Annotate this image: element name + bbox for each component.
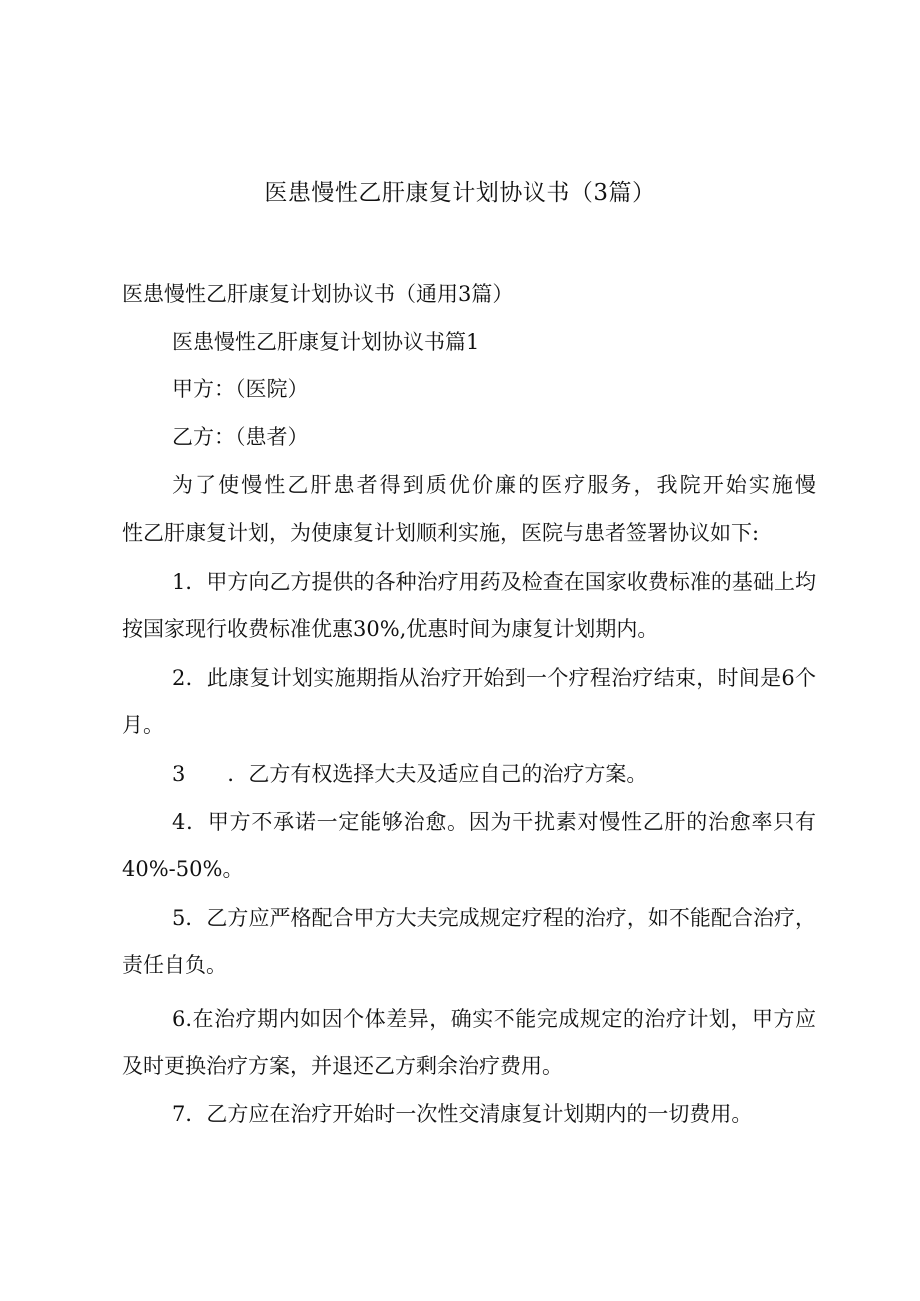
clause-7: 7．乙方应在治疗开始时一次性交清康复计划期内的一切费用。 bbox=[172, 1102, 753, 1126]
document-subtitle: 医患慢性乙肝康复计划协议书（通用3篇） bbox=[122, 282, 514, 306]
clause-2: 2．此康复计划实施期指从治疗开始到一个疗程治疗结束，时间是6个月。 bbox=[122, 666, 816, 737]
party-a: 甲方：（医院） bbox=[172, 377, 309, 401]
intro-line-2: 性乙肝康复计划，为使康复计划顺利实施，医院与患者签署协议如下: bbox=[122, 521, 760, 545]
clause-1: 1．甲方向乙方提供的各种治疗用药及检查在国家收费标准的基础上均按国家现行收费标准优惠30%,优惠时间为康复计划期内。 bbox=[122, 570, 816, 641]
document-title: 医患慢性乙肝康复计划协议书（3篇） bbox=[264, 180, 656, 206]
clause-3: 3 ．乙方有权选择大夫及适应自己的治疗方案。 bbox=[172, 762, 648, 786]
clause-5: 5．乙方应严格配合甲方大夫完成规定疗程的治疗，如不能配合治疗，责任自负。 bbox=[122, 906, 816, 977]
clause-4: 4．甲方不承诺一定能够治愈。因为干扰素对慢性乙肝的治愈率只有40%-50%。 bbox=[122, 810, 816, 881]
intro-line-1: 为了使慢性乙肝患者得到质优价廉的医疗服务，我院开始实施慢 bbox=[172, 473, 816, 497]
section-heading: 医患慢性乙肝康复计划协议书篇1 bbox=[172, 330, 480, 354]
clause-6: 6.在治疗期内如因个体差异，确实不能完成规定的治疗计划，甲方应及时更换治疗方案，并退还乙方剩余治疗费用。 bbox=[122, 1007, 816, 1078]
party-b: 乙方：（患者） bbox=[172, 425, 309, 449]
